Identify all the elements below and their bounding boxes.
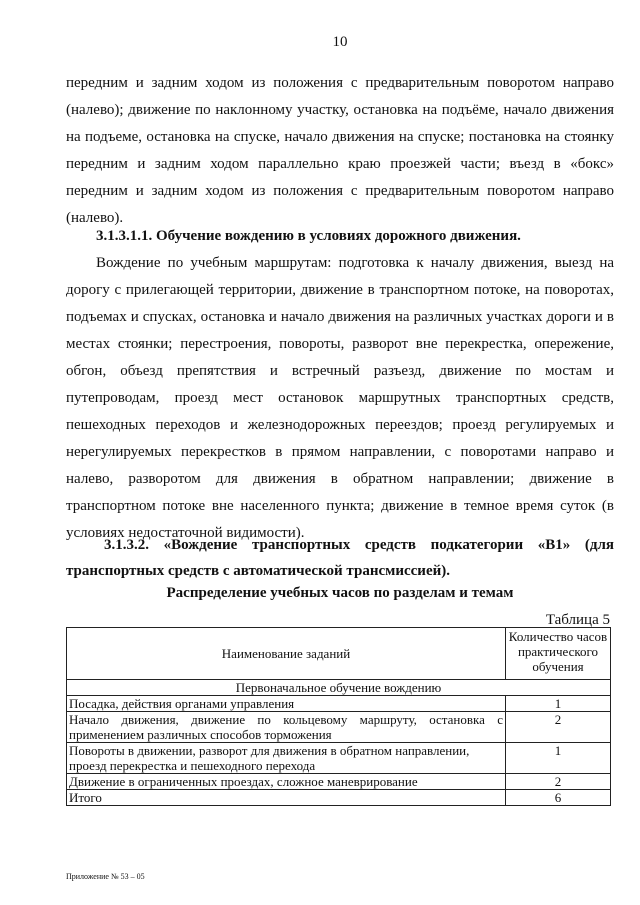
task-name: Движение в ограниченных проездах, сложное маневрирование [67, 774, 506, 790]
body-paragraph-2: Вождение по учебным маршрутам: подготовка к началу движения, выезд на дорогу с прилегающей территории, движение в транспортном потоке, на поворотах, подъемах и спусках, остановка и начало движения на различных участках дороги и в местах стоянки; перестроения, повороты, разворот вне перекрестка, опережение, обгон, объезд препятствия и встречный разъезд, движение по мостам и путепроводам, проезд мест остановок маршрутных транспортных средств, пешеходных переходов и железнодорожных переездов; проезд регулируемых и нерегулируемых перекрестков в прямом направлении, с поворотами направо и налево, разворотом для движения в обратном направлении; движение в транспортном потоке вне населенного пункта; движение в темное время суток (в условиях недостаточной видимости). [66, 255, 614, 541]
header-hours: Количество часов практического обучения [506, 628, 611, 680]
section-heading-3-1-3-2: 3.1.3.2. «Вождение транспортных средств подкатегории «В1» (для транспортных средств с автоматической трансмиссией). [66, 537, 614, 579]
total-label: Итого [67, 790, 506, 806]
table-header-row [67, 628, 611, 680]
task-name: Начало движения, движение по кольцевому маршруту, остановка с применением различных способов торможения [67, 712, 506, 743]
task-hours: 1 [506, 696, 611, 712]
table-row [67, 743, 611, 774]
table-subheading: Распределение учебных часов по разделам и темам [166, 585, 514, 601]
table-section-row [67, 680, 611, 696]
footer-note: Приложение № 53 – 05 [66, 872, 145, 881]
task-name: Посадка, действия органами управления [67, 696, 506, 712]
body-paragraph-1: передним и задним ходом из положения с предварительным поворотом направо (налево); движение по наклонному участку, остановка на подъёме, начало движения на подъеме, остановка на спуске, начало движения на спуске; постановка на стоянку передним и задним ходом параллельно краю проезжей части; въезд в «бокс» передним и задним ходом из положения с предварительным поворотом направо (налево). [66, 75, 614, 226]
task-name: Повороты в движении, разворот для движения в обратном направлении, проезд перекрестка и пешеходного перехода [67, 743, 506, 774]
task-hours: 2 [506, 774, 611, 790]
section-label: Первоначальное обучение вождению [67, 680, 611, 696]
table-row [67, 712, 611, 743]
total-hours: 6 [506, 790, 611, 806]
section-heading-3-1-3-1-1: 3.1.3.1.1. Обучение вождению в условиях дорожного движения. [96, 228, 521, 244]
task-hours: 2 [506, 712, 611, 743]
task-hours: 1 [506, 743, 611, 774]
page-number: 10 [332, 34, 348, 50]
table-total-row [67, 790, 611, 806]
table-row [67, 774, 611, 790]
header-task-name: Наименование заданий [67, 628, 506, 680]
hours-table [66, 627, 611, 806]
table-row [67, 696, 611, 712]
table-caption: Таблица 5 [545, 612, 610, 628]
